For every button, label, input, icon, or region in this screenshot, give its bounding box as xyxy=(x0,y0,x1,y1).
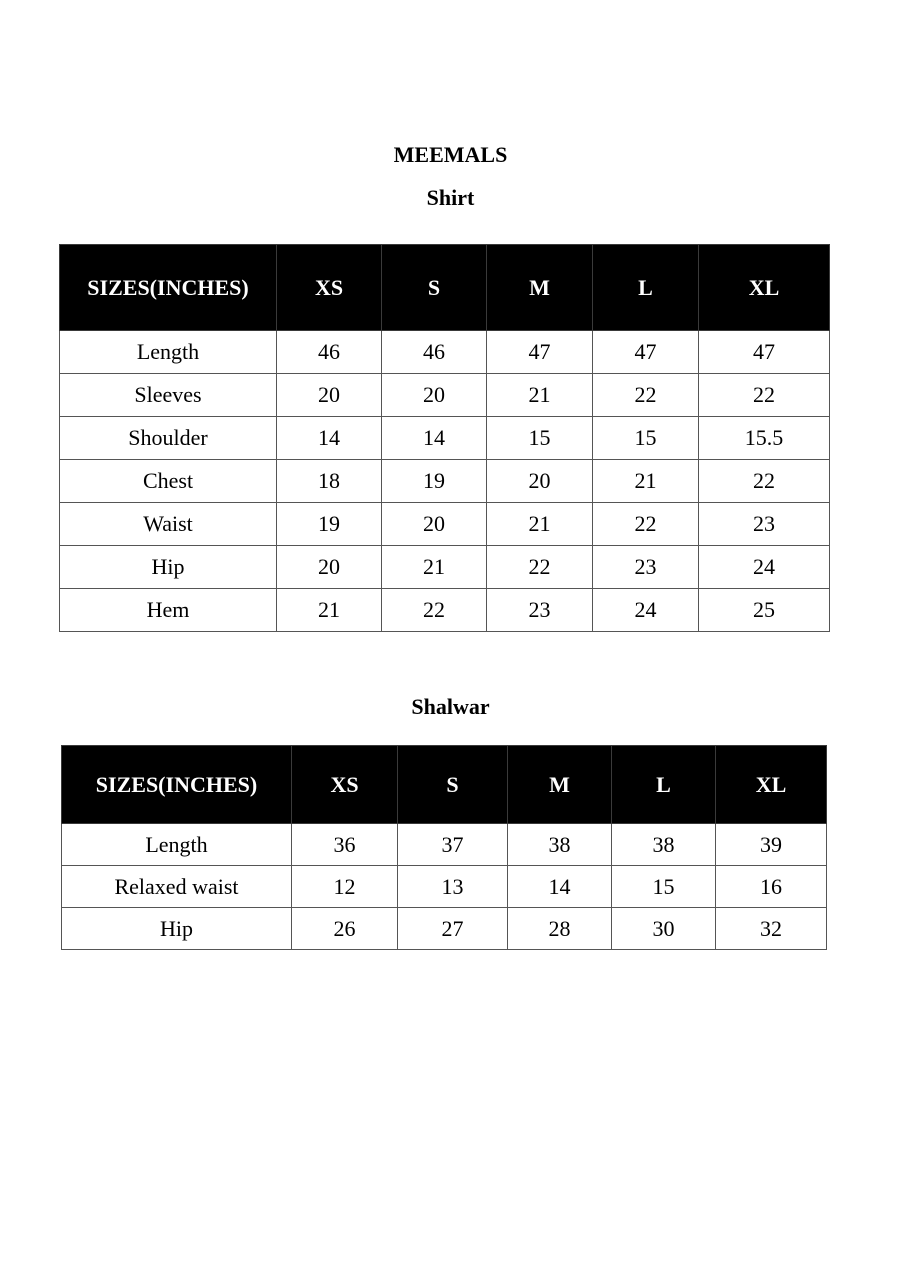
table-cell: 46 xyxy=(382,331,487,374)
table-cell: 23 xyxy=(593,546,699,589)
table-cell: 23 xyxy=(487,589,593,632)
table-cell: 21 xyxy=(487,503,593,546)
column-header-l: L xyxy=(593,245,699,331)
column-header-xs: XS xyxy=(292,746,398,824)
table-cell: 22 xyxy=(382,589,487,632)
column-header-xl: XL xyxy=(699,245,830,331)
table-cell: 21 xyxy=(487,374,593,417)
table-row xyxy=(60,546,830,589)
table-cell: 25 xyxy=(699,589,830,632)
table-cell: 20 xyxy=(277,546,382,589)
table-row xyxy=(60,417,830,460)
table-cell: 12 xyxy=(292,866,398,908)
row-label: Relaxed waist xyxy=(62,866,292,908)
table-cell: 19 xyxy=(277,503,382,546)
table-cell: 47 xyxy=(593,331,699,374)
column-header-sizes: SIZES(INCHES) xyxy=(60,245,277,331)
table-row xyxy=(60,503,830,546)
table-cell: 24 xyxy=(699,546,830,589)
table-cell: 14 xyxy=(382,417,487,460)
column-header-m: M xyxy=(508,746,612,824)
row-label: Chest xyxy=(60,460,277,503)
table-cell: 47 xyxy=(699,331,830,374)
row-label: Shoulder xyxy=(60,417,277,460)
table-row xyxy=(60,331,830,374)
table-cell: 20 xyxy=(382,374,487,417)
table-cell: 28 xyxy=(508,908,612,950)
column-header-sizes: SIZES(INCHES) xyxy=(62,746,292,824)
table-cell: 20 xyxy=(487,460,593,503)
table-cell: 47 xyxy=(487,331,593,374)
row-label: Hip xyxy=(62,908,292,950)
table-header-row xyxy=(60,245,830,331)
row-label: Length xyxy=(60,331,277,374)
table-row xyxy=(60,374,830,417)
column-header-s: S xyxy=(398,746,508,824)
table-cell: 36 xyxy=(292,824,398,866)
shirt-size-table xyxy=(59,244,830,632)
table-cell: 20 xyxy=(277,374,382,417)
table-cell: 27 xyxy=(398,908,508,950)
brand-title: MEEMALS xyxy=(393,142,508,167)
column-header-l: L xyxy=(612,746,716,824)
shalwar-section-title: Shalwar xyxy=(411,694,490,719)
table-cell: 24 xyxy=(593,589,699,632)
table-cell: 19 xyxy=(382,460,487,503)
row-label: Waist xyxy=(60,503,277,546)
table-cell: 15.5 xyxy=(699,417,830,460)
table-cell: 22 xyxy=(593,374,699,417)
table-row xyxy=(62,824,827,866)
table-cell: 21 xyxy=(277,589,382,632)
table-row xyxy=(62,866,827,908)
table-cell: 38 xyxy=(612,824,716,866)
table-cell: 21 xyxy=(593,460,699,503)
table-cell: 39 xyxy=(716,824,827,866)
table-cell: 22 xyxy=(593,503,699,546)
table-cell: 20 xyxy=(382,503,487,546)
table-cell: 23 xyxy=(699,503,830,546)
table-cell: 32 xyxy=(716,908,827,950)
column-header-xl: XL xyxy=(716,746,827,824)
table-cell: 37 xyxy=(398,824,508,866)
table-header-row xyxy=(62,746,827,824)
table-cell: 16 xyxy=(716,866,827,908)
table-row xyxy=(60,460,830,503)
table-cell: 13 xyxy=(398,866,508,908)
row-label: Sleeves xyxy=(60,374,277,417)
column-header-s: S xyxy=(382,245,487,331)
table-cell: 15 xyxy=(612,866,716,908)
table-cell: 14 xyxy=(508,866,612,908)
table-cell: 21 xyxy=(382,546,487,589)
table-cell: 15 xyxy=(487,417,593,460)
table-cell: 18 xyxy=(277,460,382,503)
table-cell: 38 xyxy=(508,824,612,866)
shirt-section-title: Shirt xyxy=(426,185,475,210)
table-row xyxy=(60,589,830,632)
table-cell: 14 xyxy=(277,417,382,460)
table-cell: 22 xyxy=(699,374,830,417)
table-row xyxy=(62,908,827,950)
table-cell: 22 xyxy=(487,546,593,589)
table-cell: 46 xyxy=(277,331,382,374)
row-label: Hip xyxy=(60,546,277,589)
table-cell: 26 xyxy=(292,908,398,950)
row-label: Hem xyxy=(60,589,277,632)
table-cell: 22 xyxy=(699,460,830,503)
column-header-xs: XS xyxy=(277,245,382,331)
shalwar-size-table xyxy=(61,745,827,950)
table-cell: 15 xyxy=(593,417,699,460)
column-header-m: M xyxy=(487,245,593,331)
row-label: Length xyxy=(62,824,292,866)
table-cell: 30 xyxy=(612,908,716,950)
